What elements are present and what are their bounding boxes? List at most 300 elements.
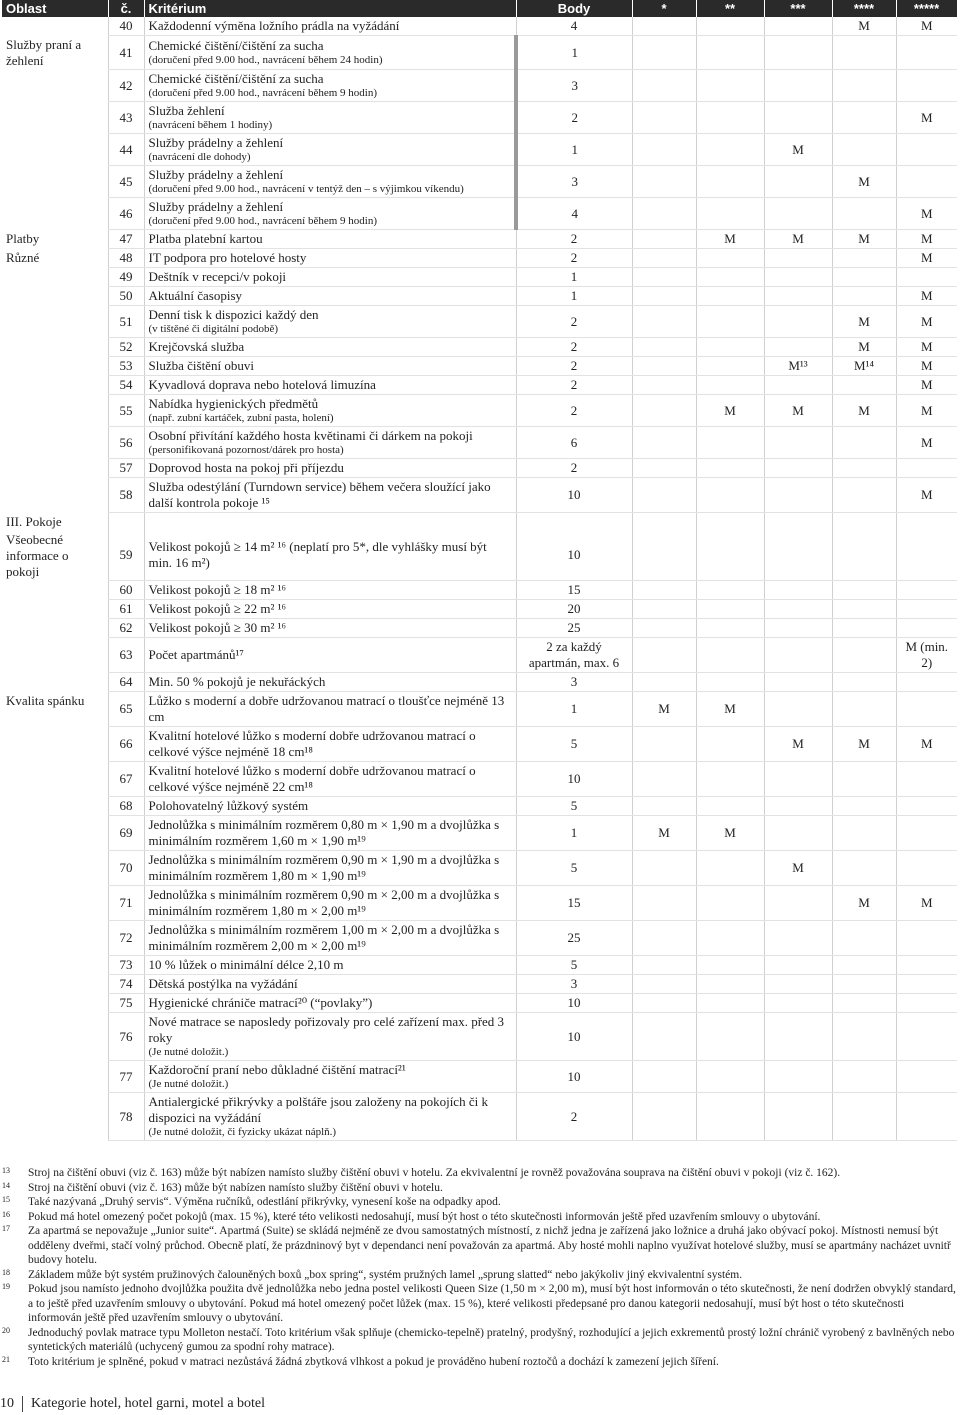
criterion-text bbox=[144, 338, 516, 357]
star-requirement-5 bbox=[896, 1093, 957, 1141]
footnote-text: Pokud jsou namísto jednoho dvojlůžka použita dvě jednolůžka nebo jedna postel velikosti Queen Size (1,50 m × 2,00 m), musí být host informován o této skutečnosti, že není dodržen obvyklý standard, a to ještě před uzavřením smlouvy o ubytování. Pokud má hotel omezený počet lůžek (max. 15 %), které velikosti předepsané pro danou kategorii nedosahují, musí být host o této skutečnosti informován ještě před uzavřením smlouvy o ubytování. bbox=[28, 1283, 956, 1324]
star-requirement-5: M bbox=[896, 427, 957, 459]
star-requirement-2: M bbox=[696, 395, 764, 427]
star-requirement-5: M bbox=[896, 376, 957, 395]
area-cell bbox=[2, 268, 108, 287]
star-requirement-3 bbox=[764, 1013, 832, 1061]
table-body bbox=[2, 17, 957, 1141]
criterion-label: Krejčovská služba bbox=[148, 339, 245, 354]
table-row bbox=[2, 478, 957, 513]
footnote bbox=[0, 1210, 958, 1225]
criterion-label: Osobní přivítání každého hosta květinami či dárkem na pokoji bbox=[148, 428, 473, 443]
points-cell: 6 bbox=[516, 427, 632, 459]
criterion-note: (Je nutné doložit.) bbox=[148, 1046, 229, 1058]
footnote-text: Za apartmá se nepovažuje „Junior suite“. Apartmá (Suite) se skládá nejméně ze dvou samostatných místností, z nichž jedna je zařízená jako ložnice a druhá jako obývací pokoj. Místnosti nemusí být odděleny dveřmi, stačí volný průchod. Obecně platí, že prázdninový byt v dependanci není považován za apartmá. Aby hosté mohli naplno využívat hotelové služby, musí se apartmány nacházet uvnitř budovy hotelu. bbox=[28, 1225, 951, 1266]
star-requirement-2 bbox=[696, 36, 764, 70]
star-requirement-5 bbox=[896, 513, 957, 531]
footnote-text: Základem může být systém pružinových čalouněných boxů „box spring“, systém pružných lamel „sprung slatted“ nebo jakýkoliv jiný ekvivalentní systém. bbox=[28, 1268, 743, 1281]
star-requirement-3 bbox=[764, 581, 832, 600]
footnote bbox=[0, 1282, 958, 1326]
star-requirement-5 bbox=[896, 70, 957, 102]
star-requirement-4 bbox=[832, 1013, 896, 1061]
star-requirement-4 bbox=[832, 816, 896, 851]
star-requirement-1 bbox=[632, 427, 696, 459]
table-row bbox=[2, 692, 957, 727]
table-row bbox=[2, 198, 957, 230]
criterion-number: 42 bbox=[108, 70, 144, 102]
points-cell: 2 za každý apartmán, max. 6 bbox=[516, 638, 632, 673]
star-requirement-1 bbox=[632, 727, 696, 762]
area-cell bbox=[2, 395, 108, 427]
star-requirement-3 bbox=[764, 102, 832, 134]
criterion-text bbox=[144, 619, 516, 638]
star-requirement-2 bbox=[696, 70, 764, 102]
table-row bbox=[2, 306, 957, 338]
star-requirement-5 bbox=[896, 673, 957, 692]
star-requirement-1 bbox=[632, 287, 696, 306]
star-requirement-1: M bbox=[632, 692, 696, 727]
footnote bbox=[0, 1166, 958, 1181]
area-cell bbox=[2, 600, 108, 619]
footer-separator bbox=[22, 1396, 23, 1412]
criterion-number: 78 bbox=[108, 1093, 144, 1141]
star-requirement-3 bbox=[764, 306, 832, 338]
points-cell: 10 bbox=[516, 1013, 632, 1061]
criterion-number: 71 bbox=[108, 886, 144, 921]
criterion-number: 48 bbox=[108, 249, 144, 268]
points-cell: 1 bbox=[516, 36, 632, 70]
criterion-label: Chemické čištění/čištění za sucha bbox=[148, 71, 324, 86]
star-requirement-2 bbox=[696, 797, 764, 816]
star-requirement-4 bbox=[832, 762, 896, 797]
criterion-text bbox=[144, 975, 516, 994]
criterion-label: Velikost pokojů ≥ 22 m² ¹⁶ bbox=[148, 601, 287, 616]
criterion-note: (doručení před 9.00 hod., navrácení během 9 hodin) bbox=[148, 87, 377, 99]
star-requirement-3 bbox=[764, 975, 832, 994]
criterion-label: Deštník v recepci/v pokoji bbox=[148, 269, 287, 284]
star-requirement-3 bbox=[764, 287, 832, 306]
area-cell: Kvalita spánku bbox=[6, 692, 85, 708]
area-cell bbox=[2, 994, 108, 1013]
footnote bbox=[0, 1224, 958, 1268]
area-cell bbox=[2, 1013, 108, 1061]
criterion-text bbox=[144, 1061, 516, 1093]
star-requirement-1 bbox=[632, 249, 696, 268]
criterion-label: Antialergické přikrývky a polštáře jsou založeny na pokojích či k dispozici na vyžádání bbox=[148, 1094, 488, 1125]
star-requirement-5 bbox=[896, 1013, 957, 1061]
area-cell bbox=[2, 1061, 108, 1093]
star-requirement-3 bbox=[764, 797, 832, 816]
star-requirement-2 bbox=[696, 1013, 764, 1061]
criterion-text bbox=[144, 673, 516, 692]
criterion-text bbox=[144, 531, 516, 581]
star-requirement-2 bbox=[696, 376, 764, 395]
criterion-number: 52 bbox=[108, 338, 144, 357]
criterion-number: 68 bbox=[108, 797, 144, 816]
star-requirement-1 bbox=[632, 1013, 696, 1061]
area-cell bbox=[2, 70, 108, 102]
criterion-number: 73 bbox=[108, 956, 144, 975]
footnote bbox=[0, 1195, 958, 1210]
table-header-row bbox=[2, 0, 957, 17]
star-requirement-2 bbox=[696, 287, 764, 306]
star-requirement-3 bbox=[764, 459, 832, 478]
star-requirement-4 bbox=[832, 638, 896, 673]
star-requirement-2 bbox=[696, 338, 764, 357]
criterion-label: Chemické čištění/čištění za sucha bbox=[148, 38, 324, 53]
criterion-label: Min. 50 % pokojů je nekuřáckých bbox=[148, 674, 326, 689]
area-cell bbox=[2, 1093, 108, 1141]
criterion-text bbox=[144, 102, 516, 134]
header-points: Body bbox=[516, 0, 632, 17]
star-requirement-5: M bbox=[896, 230, 957, 249]
footnote-number: 15 bbox=[2, 1195, 10, 1204]
star-requirement-3 bbox=[764, 70, 832, 102]
star-requirement-4: M bbox=[832, 230, 896, 249]
star-requirement-1 bbox=[632, 1061, 696, 1093]
table-row bbox=[2, 531, 957, 581]
table-row bbox=[2, 338, 957, 357]
star-requirement-2 bbox=[696, 762, 764, 797]
star-requirement-1 bbox=[632, 166, 696, 198]
points-cell: 3 bbox=[516, 70, 632, 102]
points-cell: 10 bbox=[516, 531, 632, 581]
star-requirement-4 bbox=[832, 975, 896, 994]
star-requirement-5 bbox=[896, 851, 957, 886]
table-row bbox=[2, 230, 957, 249]
area-cell bbox=[2, 797, 108, 816]
table-row bbox=[2, 816, 957, 851]
star-requirement-2 bbox=[696, 1061, 764, 1093]
criterion-label: Nabídka hygienických předmětů bbox=[148, 396, 319, 411]
star-requirement-5 bbox=[896, 531, 957, 581]
criterion-text bbox=[144, 816, 516, 851]
star-requirement-4 bbox=[832, 376, 896, 395]
star-requirement-2 bbox=[696, 851, 764, 886]
star-requirement-3 bbox=[764, 427, 832, 459]
star-requirement-2: M bbox=[696, 692, 764, 727]
star-requirement-1 bbox=[632, 619, 696, 638]
star-requirement-1 bbox=[632, 338, 696, 357]
criterion-number: 77 bbox=[108, 1061, 144, 1093]
star-requirement-4 bbox=[832, 102, 896, 134]
criterion-label: Služby prádelny a žehlení bbox=[148, 167, 284, 182]
star-requirement-1 bbox=[632, 638, 696, 673]
star-requirement-2 bbox=[696, 306, 764, 338]
table-row bbox=[2, 287, 957, 306]
criterion-text bbox=[144, 357, 516, 376]
points-cell: 5 bbox=[516, 797, 632, 816]
star-requirement-5: M bbox=[896, 17, 957, 36]
star-requirement-5 bbox=[896, 797, 957, 816]
points-cell: 2 bbox=[516, 338, 632, 357]
star-requirement-2 bbox=[696, 134, 764, 166]
star-requirement-2 bbox=[696, 673, 764, 692]
criterion-label: Nové matrace se naposledy pořizovaly pro celé zařízení max. před 3 roky bbox=[148, 1014, 505, 1045]
star-requirement-1 bbox=[632, 102, 696, 134]
criterion-number: 44 bbox=[108, 134, 144, 166]
star-requirement-5 bbox=[896, 921, 957, 956]
points-cell: 2 bbox=[516, 1093, 632, 1141]
star-requirement-3 bbox=[764, 36, 832, 70]
criterion-number: 56 bbox=[108, 427, 144, 459]
star-requirement-2 bbox=[696, 956, 764, 975]
star-requirement-5: M bbox=[896, 357, 957, 376]
star-requirement-3: M bbox=[764, 230, 832, 249]
star-requirement-1 bbox=[632, 762, 696, 797]
criterion-text bbox=[144, 17, 516, 36]
criterion-number: 55 bbox=[108, 395, 144, 427]
star-requirement-5: M bbox=[896, 478, 957, 513]
criterion-text bbox=[144, 921, 516, 956]
criterion-text bbox=[144, 249, 516, 268]
star-requirement-2 bbox=[696, 531, 764, 581]
criterion-text bbox=[144, 956, 516, 975]
criterion-text bbox=[144, 395, 516, 427]
star-requirement-1 bbox=[632, 357, 696, 376]
star-requirement-4 bbox=[832, 531, 896, 581]
criterion-note: (doručení před 9.00 hod., navrácení během 24 hodin) bbox=[148, 54, 383, 66]
criterion-number: 53 bbox=[108, 357, 144, 376]
points-cell: 2 bbox=[516, 230, 632, 249]
header-num: č. bbox=[108, 0, 144, 17]
table-row bbox=[2, 581, 957, 600]
table-row bbox=[2, 70, 957, 102]
area-cell bbox=[2, 459, 108, 478]
star-requirement-4 bbox=[832, 1093, 896, 1141]
star-requirement-5 bbox=[896, 956, 957, 975]
points-cell: 1 bbox=[516, 268, 632, 287]
star-requirement-3 bbox=[764, 638, 832, 673]
criterion-text bbox=[144, 306, 516, 338]
table-row bbox=[2, 851, 957, 886]
star-requirement-5 bbox=[896, 816, 957, 851]
footnote-text: Pokud má hotel omezený počet pokojů (max. 15 %), které této velikosti nedosahují, musí být host o této skutečnosti informován ještě před uzavřením smlouvy o ubytování. bbox=[28, 1210, 821, 1223]
area-cell bbox=[2, 762, 108, 797]
criterion-label: Kvalitní hotelové lůžko s moderní dobře udržovanou matrací o celkové výšce nejméně 18 cm¹⁸ bbox=[148, 728, 476, 759]
star-requirement-3 bbox=[764, 692, 832, 727]
header-2star: ** bbox=[696, 0, 764, 17]
criterion-number: 74 bbox=[108, 975, 144, 994]
criterion-note: (doručení před 9.00 hod., navrácení během 9 hodin) bbox=[148, 215, 377, 227]
criteria-table bbox=[2, 0, 958, 1141]
star-requirement-2 bbox=[696, 975, 764, 994]
table-row bbox=[2, 600, 957, 619]
points-cell: 10 bbox=[516, 762, 632, 797]
star-requirement-2 bbox=[696, 921, 764, 956]
criterion-label: Aktuální časopisy bbox=[148, 288, 243, 303]
star-requirement-4: M bbox=[832, 338, 896, 357]
criterion-number: 64 bbox=[108, 673, 144, 692]
criterion-label: Platba platební kartou bbox=[148, 231, 263, 246]
criterion-number: 45 bbox=[108, 166, 144, 198]
area-cell bbox=[2, 619, 108, 638]
footnote-number: 16 bbox=[2, 1209, 10, 1219]
star-requirement-2 bbox=[696, 727, 764, 762]
star-requirement-5 bbox=[896, 600, 957, 619]
criterion-text bbox=[144, 886, 516, 921]
star-requirement-4 bbox=[832, 797, 896, 816]
star-requirement-1 bbox=[632, 975, 696, 994]
criterion-number: 50 bbox=[108, 287, 144, 306]
star-requirement-4: M bbox=[832, 17, 896, 36]
star-requirement-3 bbox=[764, 198, 832, 230]
criterion-text bbox=[144, 36, 516, 70]
star-requirement-3 bbox=[764, 762, 832, 797]
criterion-number: 60 bbox=[108, 581, 144, 600]
star-requirement-5: M (min. 2) bbox=[896, 638, 957, 673]
footnote bbox=[0, 1268, 958, 1283]
star-requirement-4 bbox=[832, 921, 896, 956]
criterion-label: Služba žehlení bbox=[148, 103, 225, 118]
star-requirement-1 bbox=[632, 531, 696, 581]
criterion-text bbox=[144, 287, 516, 306]
criterion-number: 65 bbox=[108, 692, 144, 727]
points-cell: 1 bbox=[516, 287, 632, 306]
table-row bbox=[2, 975, 957, 994]
criterion-note: (navrácení během 1 hodiny) bbox=[148, 119, 273, 131]
criterion-text bbox=[144, 762, 516, 797]
points-cell: 4 bbox=[516, 17, 632, 36]
area-cell bbox=[2, 851, 108, 886]
table-row bbox=[2, 673, 957, 692]
star-requirement-3: M bbox=[764, 395, 832, 427]
star-requirement-1 bbox=[632, 797, 696, 816]
star-requirement-4 bbox=[832, 459, 896, 478]
criterion-label: Každodenní výměna ložního prádla na vyžádání bbox=[148, 18, 400, 33]
table-row bbox=[2, 956, 957, 975]
points-cell: 2 bbox=[516, 249, 632, 268]
criterion-number: 43 bbox=[108, 102, 144, 134]
area-cell bbox=[2, 357, 108, 376]
page-number: 10 bbox=[0, 1396, 14, 1412]
table-row bbox=[2, 36, 957, 70]
points-cell: 2 bbox=[516, 376, 632, 395]
area-cell: Služby praní a žehlení bbox=[6, 36, 82, 68]
star-requirement-4 bbox=[832, 994, 896, 1013]
criterion-text bbox=[144, 513, 516, 531]
criterion-label: IT podpora pro hotelové hosty bbox=[148, 250, 307, 265]
criterion-label: Služba čištění obuvi bbox=[148, 358, 254, 373]
star-requirement-1 bbox=[632, 268, 696, 287]
star-requirement-1 bbox=[632, 513, 696, 531]
points-cell: 15 bbox=[516, 581, 632, 600]
star-requirement-2 bbox=[696, 886, 764, 921]
footnote-text: Stroj na čištění obuvi (viz č. 163) může být nabízen namísto služby čištění obuvi v hotelu. bbox=[28, 1181, 443, 1194]
table-row bbox=[2, 1061, 957, 1093]
star-requirement-3 bbox=[764, 376, 832, 395]
criterion-text bbox=[144, 230, 516, 249]
table-row bbox=[2, 249, 957, 268]
criterion-label: Hygienické chrániče matrací²⁰ (“povlaky”) bbox=[148, 995, 373, 1010]
star-requirement-1 bbox=[632, 376, 696, 395]
area-cell bbox=[2, 638, 108, 673]
points-cell: 10 bbox=[516, 994, 632, 1013]
star-requirement-5 bbox=[896, 1061, 957, 1093]
star-requirement-4 bbox=[832, 673, 896, 692]
star-requirement-3 bbox=[764, 956, 832, 975]
star-requirement-3 bbox=[764, 338, 832, 357]
footnote-number: 14 bbox=[2, 1180, 10, 1190]
star-requirement-2 bbox=[696, 513, 764, 531]
criterion-label: 10 % lůžek o minimální délce 2,10 m bbox=[148, 957, 344, 972]
footnote-text: Jednoduchý povlak matrace typu Molleton nestačí. Toto kritérium však splňuje (chemicko-tepelně) pratelný, prodyšný, rozhodující a jejich exkrementů prostý ložní chránič vyrobený z bavlněných nebo syntetických materiálů (uchycený gumou za spodní rohy matrace). bbox=[28, 1326, 955, 1353]
criterion-number: 49 bbox=[108, 268, 144, 287]
criterion-label: Jednolůžka s minimálním rozměrem 0,90 m × 2,00 m a dvojlůžka s minimálním rozměrem 1,80 m × 2,00 m¹⁹ bbox=[148, 887, 500, 918]
criterion-text bbox=[144, 727, 516, 762]
criterion-number: 47 bbox=[108, 230, 144, 249]
table-row bbox=[2, 886, 957, 921]
points-cell: 2 bbox=[516, 395, 632, 427]
star-requirement-4: M bbox=[832, 727, 896, 762]
footnote-number: 17 bbox=[2, 1224, 10, 1233]
star-requirement-2 bbox=[696, 102, 764, 134]
criterion-label: Kyvadlová doprava nebo hotelová limuzína bbox=[148, 377, 376, 392]
criterion-note: (personifikovaná pozornost/dárek pro hosta) bbox=[148, 444, 344, 456]
criterion-label: Dětská postýlka na vyžádání bbox=[148, 976, 298, 991]
star-requirement-1 bbox=[632, 600, 696, 619]
criterion-note: (např. zubní kartáček, zubní pasta, holení) bbox=[148, 412, 334, 424]
star-requirement-1 bbox=[632, 230, 696, 249]
footnote bbox=[0, 1355, 958, 1370]
table-row bbox=[2, 619, 957, 638]
criterion-label: Polohovatelný lůžkový systém bbox=[148, 798, 309, 813]
star-requirement-3 bbox=[764, 619, 832, 638]
star-requirement-5: M bbox=[896, 338, 957, 357]
area-cell bbox=[2, 427, 108, 459]
criterion-number: 69 bbox=[108, 816, 144, 851]
criterion-text bbox=[144, 268, 516, 287]
star-requirement-5 bbox=[896, 581, 957, 600]
star-requirement-4: M bbox=[832, 306, 896, 338]
criterion-label: Doprovod hosta na pokoj při příjezdu bbox=[148, 460, 344, 475]
star-requirement-1 bbox=[632, 921, 696, 956]
star-requirement-3 bbox=[764, 673, 832, 692]
table-row bbox=[2, 395, 957, 427]
star-requirement-3 bbox=[764, 816, 832, 851]
star-requirement-1 bbox=[632, 17, 696, 36]
table-row bbox=[2, 727, 957, 762]
area-cell bbox=[2, 956, 108, 975]
criterion-number: 63 bbox=[108, 638, 144, 673]
star-requirement-4 bbox=[832, 513, 896, 531]
criterion-note: (v tištěné či digitální podobě) bbox=[148, 323, 279, 335]
footnotes bbox=[0, 1166, 958, 1369]
star-requirement-3 bbox=[764, 994, 832, 1013]
criterion-number: 61 bbox=[108, 600, 144, 619]
star-requirement-1 bbox=[632, 956, 696, 975]
star-requirement-5 bbox=[896, 166, 957, 198]
star-requirement-4 bbox=[832, 249, 896, 268]
star-requirement-4 bbox=[832, 581, 896, 600]
criterion-text bbox=[144, 797, 516, 816]
star-requirement-4 bbox=[832, 36, 896, 70]
star-requirement-2 bbox=[696, 198, 764, 230]
page-footer bbox=[0, 1396, 265, 1412]
star-requirement-4 bbox=[832, 600, 896, 619]
star-requirement-5: M bbox=[896, 198, 957, 230]
criterion-note: (Je nutné doložit, či fyzicky ukázat náplň.) bbox=[148, 1126, 337, 1138]
area-cell: Různé bbox=[6, 249, 40, 265]
star-requirement-5 bbox=[896, 134, 957, 166]
table-row bbox=[2, 268, 957, 287]
star-requirement-1 bbox=[632, 70, 696, 102]
criterion-label: Jednolůžka s minimálním rozměrem 0,80 m × 1,90 m a dvojlůžka s minimálním rozměrem 1,60 m × 1,90 m¹⁹ bbox=[148, 817, 500, 848]
table-row bbox=[2, 513, 957, 531]
points-cell: 5 bbox=[516, 727, 632, 762]
criterion-text bbox=[144, 851, 516, 886]
criterion-text bbox=[144, 134, 516, 166]
